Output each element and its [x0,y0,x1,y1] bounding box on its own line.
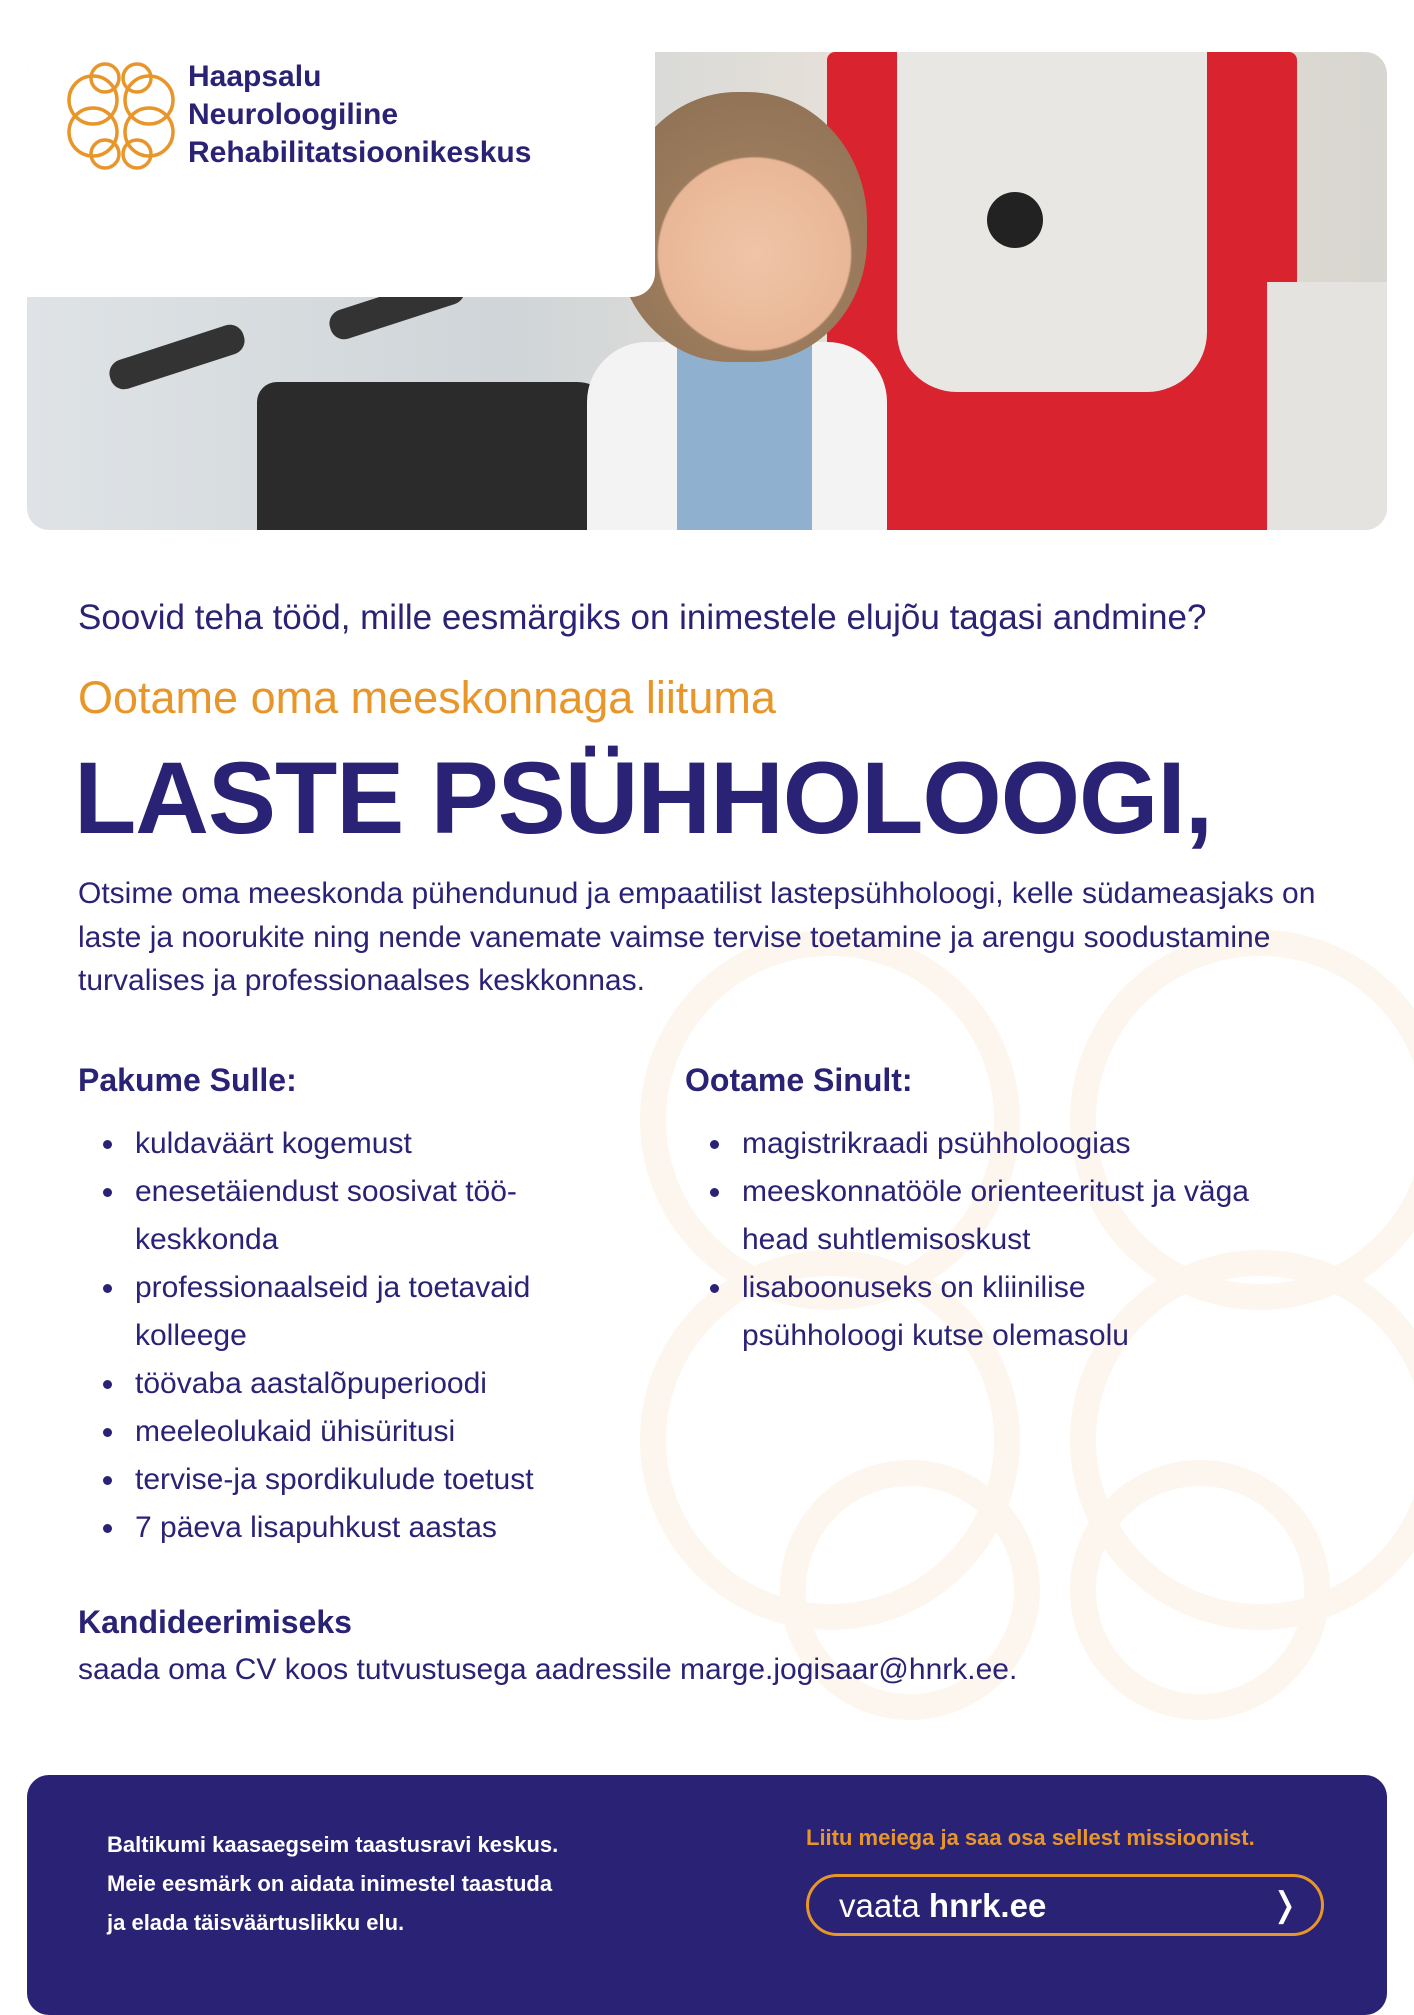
description: Otsime oma meeskonda pühendunud ja empaatilist lastepsühholoogi, kelle südameasjaks on laste ja noorukite ning nende vanemate vaimse tervise toetamine ja arengu soodustamine turvalises ja professionaalses keskkonnas. [78,877,1316,997]
footer-line: ja elada täisväärtuslikku elu. [107,1910,405,1935]
child-shirt [587,342,887,530]
expect-heading: Ootame Sinult: [685,1062,913,1098]
list-item: töövaba aastalõpuperioodi [78,1360,638,1408]
list-item: meeskonnatööle orienteeritust ja väga head suhtlemisoskust [685,1168,1255,1264]
footer-line: Baltikumi kaasaegseim taastusravi keskus. [107,1832,559,1857]
side-panel [1267,282,1387,530]
list-item: enesetäiendust soosivat töö-keskkonda [78,1168,638,1264]
list-item: tervise-ja spordikulude toetust [78,1456,638,1504]
brain-logo-icon [65,60,177,172]
page-title: LASTE PSÜHHOLOOGI, [74,741,1213,855]
button-prefix: vaata [839,1887,920,1924]
chevron-right-icon: ❭ [1270,1886,1299,1924]
footer-cta: Liitu meiega ja saa osa sellest missioonist. [806,1825,1255,1850]
logo-text [188,58,531,172]
logo-line: Haapsalu [188,60,322,93]
clock-knob [987,192,1043,248]
apply-text: saada oma CV koos tutvustusega aadressile marge.jogisaar@hnrk.ee. [78,1653,1018,1686]
button-link: hnrk.ee [928,1887,1047,1924]
footer-line: Meie eesmärk on aidata inimestel taastuda [107,1871,553,1896]
list-item: 7 päeva lisapuhkust aastas [78,1504,638,1552]
list-item: meeleolukaid ühisüritusi [78,1408,638,1456]
list-item: professionaalseid ja toetavaid kolleege [78,1264,638,1360]
offer-heading: Pakume Sulle: [78,1062,297,1098]
expect-list [685,1120,1255,1360]
clock-face [897,52,1207,392]
decor-circle [1070,1460,1330,1720]
wheelchair [257,382,617,530]
subtitle: Ootame oma meeskonnaga liituma [78,672,776,723]
logo-line: Neuroloogiline [188,98,398,131]
footer-mission [107,1825,558,1942]
logo-line: Rehabilitatsioonikeskus [188,136,532,169]
apply-heading: Kandideerimiseks [78,1604,352,1640]
list-item: lisaboonuseks on kliinilise psühholoogi kutse olemasolu [685,1264,1255,1360]
visit-website-button[interactable] [806,1874,1324,1936]
wheelchair-handle [106,321,248,393]
offer-list [78,1120,638,1552]
list-item: kuldaväärt kogemust [78,1120,638,1168]
list-item: magistrikraadi psühholoogias [685,1120,1255,1168]
intro-question: Soovid teha tööd, mille eesmärgiks on inimestele elujõu tagasi andmine? [78,598,1207,637]
